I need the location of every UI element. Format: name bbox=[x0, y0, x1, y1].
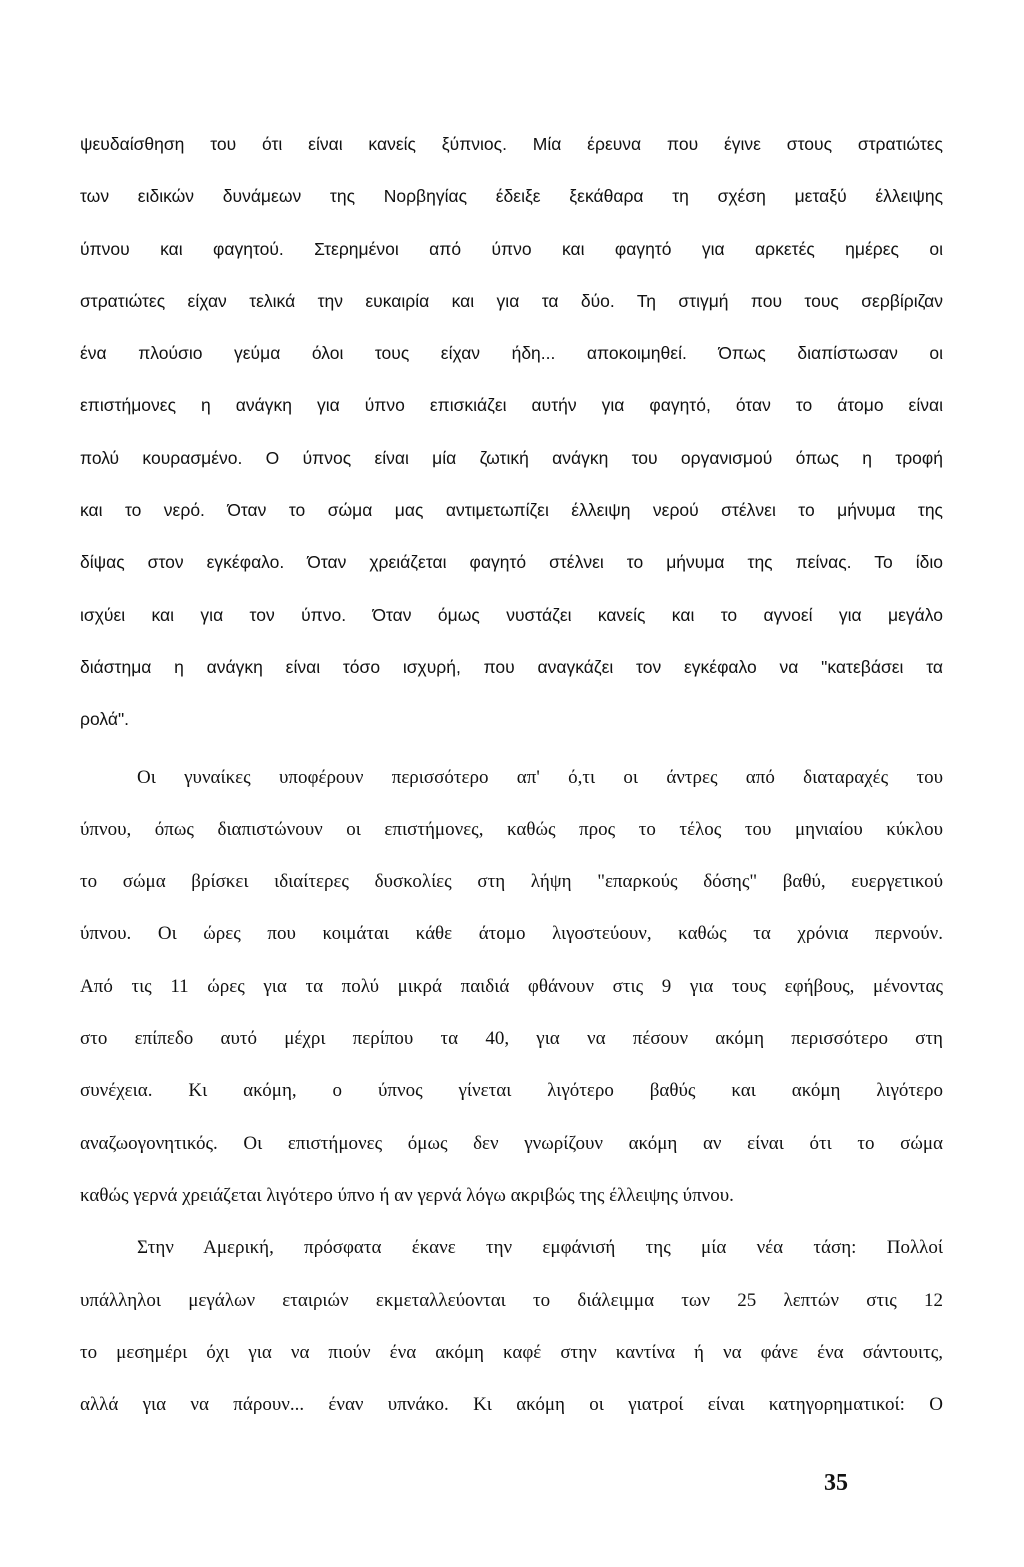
text-line: διάστημα η ανάγκη είναι τόσο ισχυρή, που αναγκάζει τον εγκέφαλο να "κατεβάσει τα bbox=[80, 656, 943, 677]
text-line: ένα πλούσιο γεύμα όλοι τους είχαν ήδη... αποκοιμηθεί. Όπως διαπίστωσαν οι bbox=[80, 343, 943, 364]
paragraph-1 bbox=[80, 118, 943, 746]
text-line: αναζωογονητικός. Οι επιστήμονες όμως δεν γνωρίζουν ακόμη αν είναι ότι το σώμα bbox=[80, 1132, 943, 1154]
paragraph-2 bbox=[80, 752, 943, 1223]
text-line: αλλά για να πάρουν... έναν υπνάκο. Κι ακόμη οι γιατροί είναι κατηγορηματικοί: Ο bbox=[80, 1394, 943, 1416]
text-line: επιστήμονες η ανάγκη για ύπνο επισκιάζει αυτήν για φαγητό, όταν το άτομο είναι bbox=[80, 395, 943, 416]
text-line: Στην Αμερική, πρόσφατα έκανε την εμφάνισή της μία νέα τάση: Πολλοί bbox=[137, 1237, 943, 1259]
text-line: πολύ κουρασμένο. Ο ύπνος είναι μία ζωτική ανάγκη του οργανισμού όπως η τροφή bbox=[80, 447, 943, 468]
text-line: και το νερό. Όταν το σώμα μας αντιμετωπίζει έλλειψη νερού στέλνει το μήνυμα της bbox=[80, 500, 943, 521]
text-line: συνέχεια. Κι ακόμη, ο ύπνος γίνεται λιγότερο βαθύς και ακόμη λιγότερο bbox=[80, 1080, 943, 1102]
text-line: το μεσημέρι όχι για να πιούν ένα ακόμη καφέ στην καντίνα ή να φάνε ένα σάντουιτς, bbox=[80, 1341, 943, 1363]
text-line: ύπνου, όπως διαπιστώνουν οι επιστήμονες, καθώς προς το τέλος του μηνιαίου κύκλου bbox=[80, 818, 943, 840]
text-line: των ειδικών δυνάμεων της Νορβηγίας έδειξε ξεκάθαρα τη σχέση μεταξύ έλλειψης bbox=[80, 186, 943, 207]
text-line: ρολά". bbox=[80, 709, 130, 730]
text-line: Οι γυναίκες υποφέρουν περισσότερο απ' ό,τι οι άντρες από διαταραχές του bbox=[137, 766, 943, 788]
text-line: ψευδαίσθηση του ότι είναι κανείς ξύπνιος. Μία έρευνα που έγινε στους στρατιώτες bbox=[80, 134, 943, 154]
text-line: ύπνου και φαγητού. Στερημένοι από ύπνο και φαγητό για αρκετές ημέρες οι bbox=[80, 238, 943, 259]
page-number: 35 bbox=[824, 1470, 848, 1496]
text-line: ισχύει και για τον ύπνο. Όταν όμως νυστάζει κανείς και το αγνοεί για μεγάλο bbox=[80, 604, 943, 625]
text-line: ύπνου. Οι ώρες που κοιμάται κάθε άτομο λιγοστεύουν, καθώς τα χρόνια περνούν. bbox=[80, 923, 943, 945]
text-line: στρατιώτες είχαν τελικά την ευκαιρία και για τα δύο. Τη στιγμή που τους σερβίριζαν bbox=[80, 290, 943, 311]
paragraph-3 bbox=[80, 1222, 943, 1431]
text-line: στο επίπεδο αυτό μέχρι περίπου τα 40, για να πέσουν ακόμη περισσότερο στη bbox=[80, 1028, 943, 1050]
text-line: καθώς γερνά χρειάζεται λιγότερο ύπνο ή αν γερνά λόγω ακριβώς της έλλειψης ύπνου. bbox=[80, 1184, 734, 1206]
text-line: το σώμα βρίσκει ιδιαίτερες δυσκολίες στη λήψη "επαρκούς δόσης" βαθύ, ευεργετικού bbox=[80, 871, 943, 893]
document-page bbox=[80, 118, 943, 1431]
text-line: δίψας στον εγκέφαλο. Όταν χρειάζεται φαγητό στέλνει το μήνυμα της πείνας. Το ίδιο bbox=[80, 552, 943, 573]
text-line: Από τις 11 ώρες για τα πολύ μικρά παιδιά φθάνουν στις 9 για τους εφήβους, μένοντας bbox=[80, 975, 943, 997]
text-line: υπάλληλοι μεγάλων εταιριών εκμεταλλεύονται το διάλειμμα των 25 λεπτών στις 12 bbox=[80, 1289, 943, 1311]
